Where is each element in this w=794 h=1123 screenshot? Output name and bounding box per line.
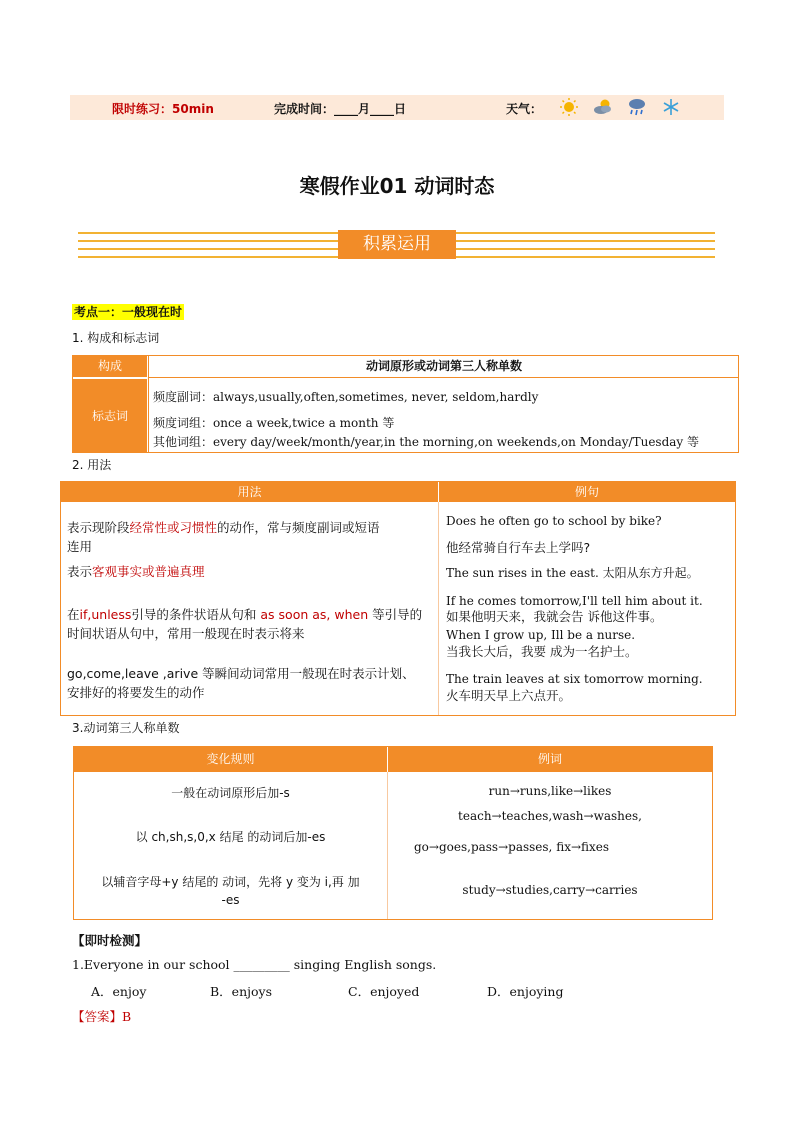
structure-label: 构成 — [73, 356, 147, 377]
point-heading — [72, 301, 184, 320]
practice-header — [70, 95, 724, 120]
example-3-cn: 如果他明天来，我就会告 诉他这件事。 — [446, 609, 663, 624]
section-banner: 积累运用 — [338, 230, 456, 259]
rule-1: 一般在动词原形后加-s — [171, 786, 290, 800]
time-limit: 限时练习：50min — [112, 102, 214, 116]
example-words-1: run→runs,like→likes — [488, 784, 612, 798]
example-2: The sun rises in the east. 太阳从东方升起。 — [446, 566, 699, 580]
usage-4: go,come,leave ,arive 等瞬间动词常用一般现在时表示计划、 安排好的将要发生的动作 — [67, 666, 415, 700]
usage-1: 表示现阶段经常性或习惯性的动作，常与频度副词或短语 连用 — [67, 520, 380, 554]
usage-header: 用法 — [61, 482, 438, 502]
example-5-cn: 火车明天早上六点开。 — [446, 688, 572, 703]
option-c: C．enjoyed — [348, 984, 420, 999]
rain-icon — [626, 97, 648, 117]
option-b: B．enjoys — [210, 984, 273, 999]
answer-value: B — [122, 1009, 132, 1024]
example-4: When I grow up, Ill be a nurse. — [446, 628, 636, 642]
sun-icon — [558, 97, 580, 117]
page-title: 寒假作业01 动词时态 — [299, 174, 495, 198]
example-3: If he comes tomorrow,I'll tell him about it. — [446, 594, 703, 608]
example-header: 例句 — [439, 482, 735, 502]
section-1-heading: 1. 构成和标志词 — [72, 331, 160, 345]
usage-table — [60, 481, 736, 716]
point-heading-text: 考点一：一般现在时 — [74, 305, 183, 319]
structure-table — [72, 355, 739, 453]
adverbs-line: 频度副词：always,usually,often,sometimes, never, seldom,hardly — [153, 390, 539, 404]
other-phrases-line: 其他词组：every day/week/month/year,in the morning,on weekends,on Monday/Tuesday 等 — [153, 435, 700, 449]
example-words-4: study→studies,carry→carries — [462, 883, 638, 897]
section-2-heading: 2. 用法 — [72, 458, 112, 472]
finish-time: 完成时间：____月____日 — [274, 102, 407, 116]
example-word-header: 例词 — [388, 747, 712, 772]
rule-header: 变化规则 — [74, 747, 387, 772]
signal-words-cell — [148, 378, 739, 452]
example-5: The train leaves at six tomorrow morning. — [446, 672, 703, 686]
example-4-cn: 当我长大后，我要 成为一名护士。 — [446, 644, 638, 659]
example-1-cn: 他经常骑自行车去上学吗? — [446, 540, 591, 555]
partly-cloudy-icon — [592, 97, 614, 117]
example-1: Does he often go to school by bike? — [446, 514, 662, 528]
phrases-line: 频度词组：once a week,twice a month 等 — [153, 416, 395, 430]
usage-3: 在if,unless引导的条件状语从句和 as soon as, when 等引导的 时间状语从句中，常用一般现在时表示将来 — [67, 607, 423, 641]
usage-2: 表示客观事实或普遍真理 — [67, 564, 205, 579]
quiz-question: 1.Everyone in our school _________ singing English songs. — [72, 957, 437, 972]
example-words-2: teach→teaches,wash→washes, — [458, 809, 642, 823]
option-d: D．enjoying — [487, 984, 564, 999]
snow-icon — [660, 97, 682, 117]
example-words-3: go→goes,pass→passes, fix→fixes — [414, 840, 610, 854]
rule-2: 以 ch,sh,s,0,x 结尾 的动词后加-es — [135, 830, 326, 844]
answer — [72, 1007, 131, 1025]
option-a: A．enjoy — [91, 984, 147, 999]
column-divider — [438, 502, 439, 715]
quiz-heading: 【即时检测】 — [72, 933, 148, 948]
structure-value: 动词原形或动词第三人称单数 — [148, 356, 739, 378]
answer-label: 【答案】 — [72, 1009, 123, 1024]
section-3-heading: 3.动词第三人称单数 — [72, 721, 180, 735]
weather-label: 天气： — [506, 102, 543, 116]
third-person-table — [73, 746, 713, 920]
rule-3: 以辅音字母+y 结尾的 动词，先将 y 变为 i,再 加 -es — [101, 875, 360, 907]
signal-words-label: 标志词 — [73, 378, 147, 453]
